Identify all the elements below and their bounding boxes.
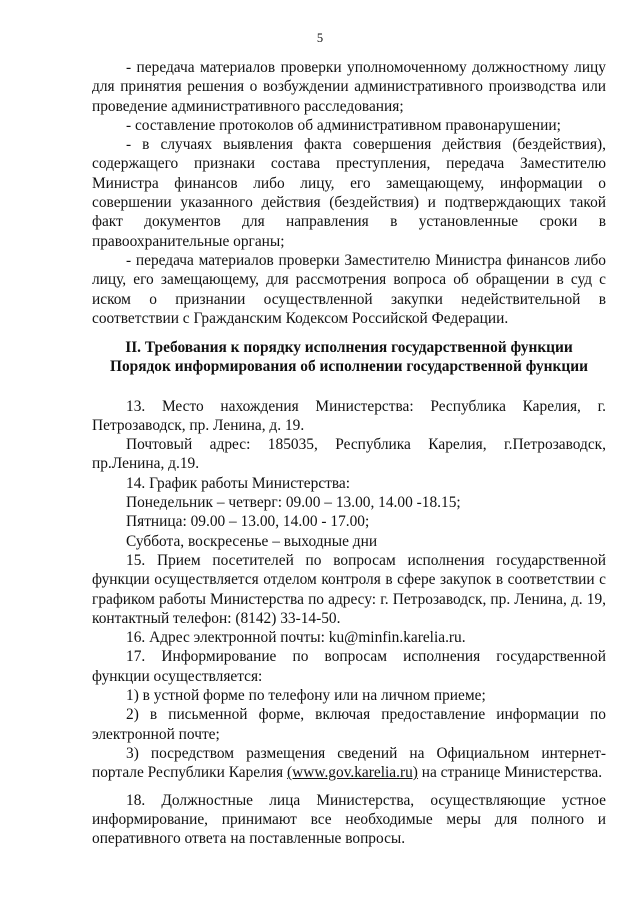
paragraph-17-item: [92, 744, 606, 783]
paragraph-15: 15. Прием посетителей по вопросам исполнения государственной функции осуществляется отделом контроля в сфере закупок в соответствии с графиком работы Министерства по адресу: г. Петрозаводск, пр. Ленина, д. 19, контактный телефон: (8142) 33-14-50.: [92, 551, 606, 627]
paragraph-14: 14. График работы Министерства:: [126, 474, 351, 492]
section-ii: [92, 338, 606, 848]
item-3-text: 3) посредством размещения сведений на Официальном интернет-портале Республики Карелия: [92, 744, 606, 782]
portal-link[interactable]: (www.gov.karelia.ru): [286, 764, 418, 782]
schedule-line: Пятница: 09.00 – 13.00, 14.00 - 17.00;: [126, 513, 370, 531]
item-3-tail: на странице Министерства.: [417, 764, 603, 782]
subsection-heading: Порядок информирования об исполнении государственной функции: [109, 358, 589, 376]
list-item: - составление протоколов об административном правонарушении;: [126, 116, 561, 134]
list-item: - передача материалов проверки уполномоченному должностному лицу для принятия решения о возбуждении административного производства или проведение административного расследования;: [92, 59, 606, 115]
schedule-line: Понедельник – четверг: 09.00 – 13.00, 14.00 -18.15;: [126, 494, 461, 512]
top-section: [92, 58, 606, 328]
section-heading: II. Требования к порядку исполнения государственной функции: [125, 339, 573, 356]
schedule-line: Суббота, воскресенье – выходные дни: [126, 532, 378, 550]
paragraph-17: 17. Информирование по вопросам исполнения государственной функции осуществляется:: [92, 648, 606, 685]
paragraph-13: 13. Место нахождения Министерства: Республика Карелия, г. Петрозаводск, пр. Ленина, д. 19.: [92, 397, 606, 434]
paragraph-17-item: 2) в письменной форме, включая предоставление информации по электронной почте;: [92, 706, 606, 743]
postal-address: Почтовый адрес: 185035, Республика Карелия, г.Петрозаводск, пр.Ленина, д.19.: [92, 436, 606, 473]
list-item: - в случаях выявления факта совершения действия (бездействия), содержащего признаки состава преступления, передача Заместителю Министра финансов либо лицу, его замещающему, информации о совершении указанного действия (бездействия) и подтверждающих такой факт документов для направления в установленные сроки в правоохранительные органы;: [92, 136, 606, 250]
paragraph-17-item: 1) в устной форме по телефону или на личном приеме;: [126, 687, 486, 705]
paragraph-16: 16. Адрес электронной почты: ku@minfin.karelia.ru.: [126, 629, 466, 647]
page-number: 5: [316, 31, 324, 45]
list-item: - передача материалов проверки Заместителю Министра финансов либо лицу, его замещающему, для рассмотрения вопроса об обращении в суд с иском о признании осуществленной закупки недействительной в соответствии с Гражданским Кодексом Российской Федерации.: [92, 251, 606, 327]
paragraph-18: 18. Должностные лица Министерства, осуществляющие устное информирование, принимают все необходимые меры для полного и оперативного ответа на поставленные вопросы.: [92, 791, 606, 848]
